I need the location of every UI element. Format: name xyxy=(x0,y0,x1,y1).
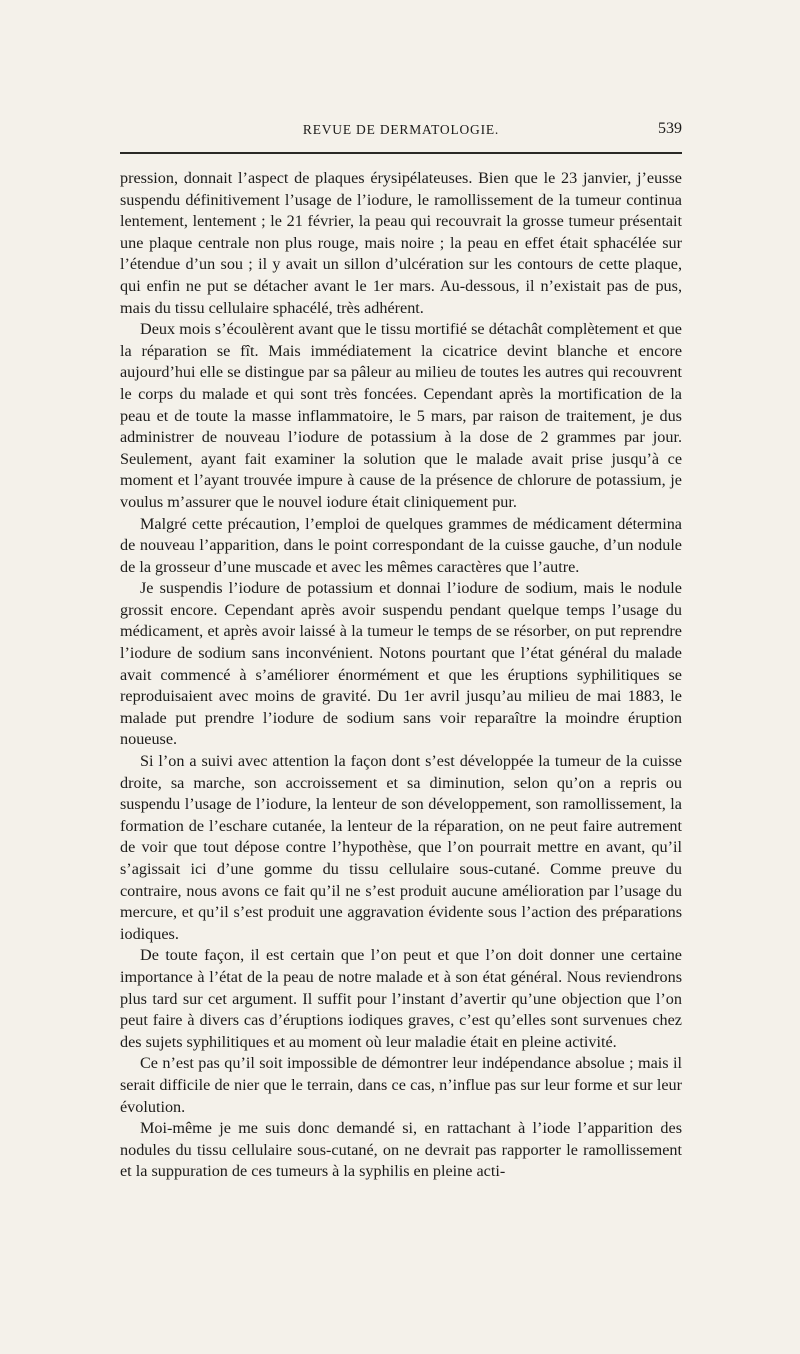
paragraph: pression, donnait l’aspect de plaques érysipélateuses. Bien que le 23 janvier, j’eusse suspendu définitivement l’usage de l’iodure, le ramollissement de la tumeur continua lentement, lentement ; le 21 février, la peau qui recouvrait la grosse tumeur présentait une plaque centrale non plus rouge, mais noire ; la peau en effet était sphacélée sur l’étendue d’un sou ; il y avait un sillon d’ulcération sur les contours de cette plaque, qui enfin ne put se détacher avant le 1er mars. Au-dessous, il n’existait pas de pus, mais du tissu cellulaire sphacélé, très adhérent. xyxy=(120,169,682,317)
document-page xyxy=(120,116,682,1183)
page-number: 539 xyxy=(658,120,682,137)
paragraph: De toute façon, il est certain que l’on peut et que l’on doit donner une certaine importance à l’état de la peau de notre malade et à son état général. Nous reviendrons plus tard sur cet argument. Il suffit pour l’instant d’avertir qu’une objection que l’on peut faire à divers cas d’éruptions iodiques graves, c’est qu’elles sont survenues chez des sujets syphilitiques et au moment où leur maladie était en pleine activité. xyxy=(120,946,682,1051)
body-text xyxy=(120,168,682,1183)
paragraph: Malgré cette précaution, l’emploi de quelques grammes de médicament détermina de nouveau l’apparition, dans le point correspondant de la cuisse gauche, d’un nodule de la grosseur d’une muscade et avec les mêmes caractères que l’autre. xyxy=(120,514,682,576)
paragraph: Moi-même je me suis donc demandé si, en rattachant à l’iode l’apparition des nodules du tissu cellulaire sous-cutané, on ne devrait pas rapporter le ramollissement et la suppuration de ces tumeurs à la syphilis en pleine acti- xyxy=(120,1119,682,1181)
page-header xyxy=(120,116,682,146)
paragraph: Si l’on a suivi avec attention la façon dont s’est développée la tumeur de la cuisse droite, sa marche, son accroissement et sa diminution, selon qu’on a repris ou suspendu l’usage de l’iodure, la lenteur de son développement, son ramollissement, la formation de l’eschare cutanée, la lenteur de la réparation, on ne peut faire autrement de voir que tout dépose contre l’hypothèse, que l’on pourrait mettre en avant, qu’il s’agissait ici d’une gomme du tissu cellulaire sous-cutané. Comme preuve du contraire, nous avons ce fait qu’il ne s’est produit aucune amélioration par l’usage du mercure, et qu’il s’est produit une aggravation évidente sous l’action des préparations iodiques. xyxy=(120,752,682,943)
paragraph: Ce n’est pas qu’il soit impossible de démontrer leur indépendance absolue ; mais il serait difficile de nier que le terrain, dans ce cas, n’influe pas sur leur forme et sur leur évolution. xyxy=(120,1054,682,1116)
paragraph: Je suspendis l’iodure de potassium et donnai l’iodure de sodium, mais le nodule grossit encore. Cependant après avoir suspendu pendant quelque temps l’usage du médicament, et après avoir laissé à la tumeur le temps de se résorber, on put reprendre l’iodure de sodium sans inconvénient. Notons pourtant que l’état général du malade avait commencé à s’améliorer énormément et que les éruptions syphilitiques se reproduisaient avec moins de gravité. Du 1er avril jusqu’au milieu de mai 1883, le malade put prendre l’iodure de sodium sans voir reparaître la moindre éruption noueuse. xyxy=(120,579,682,749)
running-title: REVUE DE DERMATOLOGIE. xyxy=(302,122,500,137)
header-rule xyxy=(120,152,682,154)
paragraph: Deux mois s’écoulèrent avant que le tissu mortifié se détachât complètement et que la réparation se fît. Mais immédiatement la cicatrice devint blanche et encore aujourd’hui elle se distingue par sa pâleur au milieu de toutes les autres qui recouvrent le corps du malade et qui sont très foncées. Cependant après la mortification de la peau et de toute la masse inflammatoire, le 5 mars, par raison de traitement, je dus administrer de nouveau l’iodure de potassium à la dose de 2 grammes par jour. Seulement, ayant fait examiner la solution que le malade avait prise jusqu’à ce moment et l’ayant trouvée impure à cause de la présence de chlorure de potassium, je voulus m’assurer que le nouvel iodure était cliniquement pur. xyxy=(120,320,682,511)
